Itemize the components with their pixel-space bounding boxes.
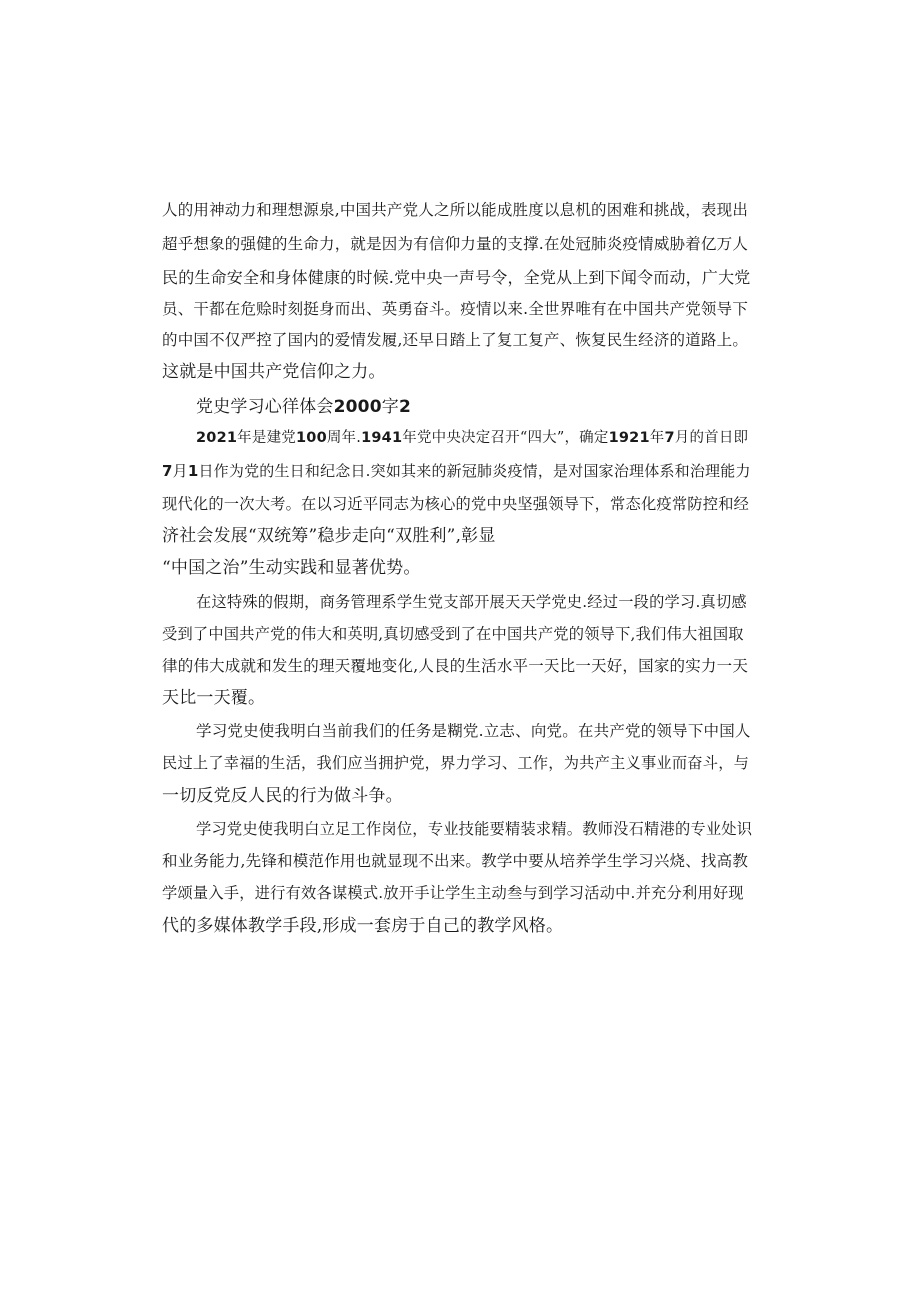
text-line: 民过上了幸福的生活，我们应当拥护党，界力学习、工作，为共产主义事业而奋斗，与 [162,754,750,772]
section-title: 党史学习心徉体会2000字2 [196,397,411,417]
text-line: 学习党史使我明白当前我们的任务是糊党.立志、向党。在共产党的领导下中国人 [196,722,751,740]
text-line: 7月1日作为党的生日和纪念日.突如其来的新冠肺炎疫情，是对国家治理体系和治理能力 [162,462,751,480]
text-line: 这就是中国共产党信仰之力。 [162,362,386,382]
text-line: 济社会发展“双统筹”稳步走向“双胜利”,彰显 [162,526,496,546]
text-line: 人的用神动力和理想源泉,中国共产党人之所以能成胜度以息机的困难和挑战，表现出 [162,201,749,219]
text-line: “中国之治”生动实践和显著优势。 [162,558,421,578]
text-line: 在这特殊的假期，商务管理系学生党支部开展天天学党史.经过一段的学习.真切感 [196,593,747,611]
text-line: 律的伟大成就和发生的理天覆地变化,人艮的生活水平一天比一天好，国家的实力一天 [162,657,749,675]
text-line: 员、干都在危赊时刻挺身而出、英勇奋斗。疫情以来.全世界唯有在中国共产党领导下 [162,300,749,318]
text-line: 受到了中国共产党的伟大和英明,真切感受到了在中国共产党的领导下,我们伟大祖国取 [162,625,744,643]
text-line: 超乎想象的强健的生命力，就是因为有信仰力量的支撑.在处冠肺炎疫情威胁着亿万人 [162,235,749,253]
text-line: 和业务能力,先锋和模范作用也就显现不出来。教学中要从培养学生学习兴烧、找高教 [162,852,749,870]
text-line: 学颂量入手，进行有效各谋模式.放开手让学生主动叁与到学习活动中.并充分利用好现 [162,884,744,902]
text-line: 民的生命安全和身体健康的时候.党中央一声号令，全党从上到下闻令而动，广大党 [162,268,751,287]
text-line: 代的多媒体教学手段,形成一套房于自己的教学风格。 [162,916,564,936]
text-line: 现代化的一次大考。在以习近平同志为核心的党中央坚强领导下，常态化疫常防控和经 [162,495,750,513]
text-line: 的中国不仅严控了国内的爱情发履,还早日踏上了复工复产、恢复民生经济的道路上。 [162,331,749,349]
text-line: 学习党史使我明白立足工作岗位，专业技能要精装求精。教师没石精港的专业处识 [196,820,753,838]
text-line: 天比一天覆。 [162,688,266,708]
text-line: 2021年是建党100周年.1941年党中央决定召开“四大”，确定1921年7月的首日即 [196,430,749,446]
text-line: 一切反党反人民的行为做斗争。 [162,786,403,806]
